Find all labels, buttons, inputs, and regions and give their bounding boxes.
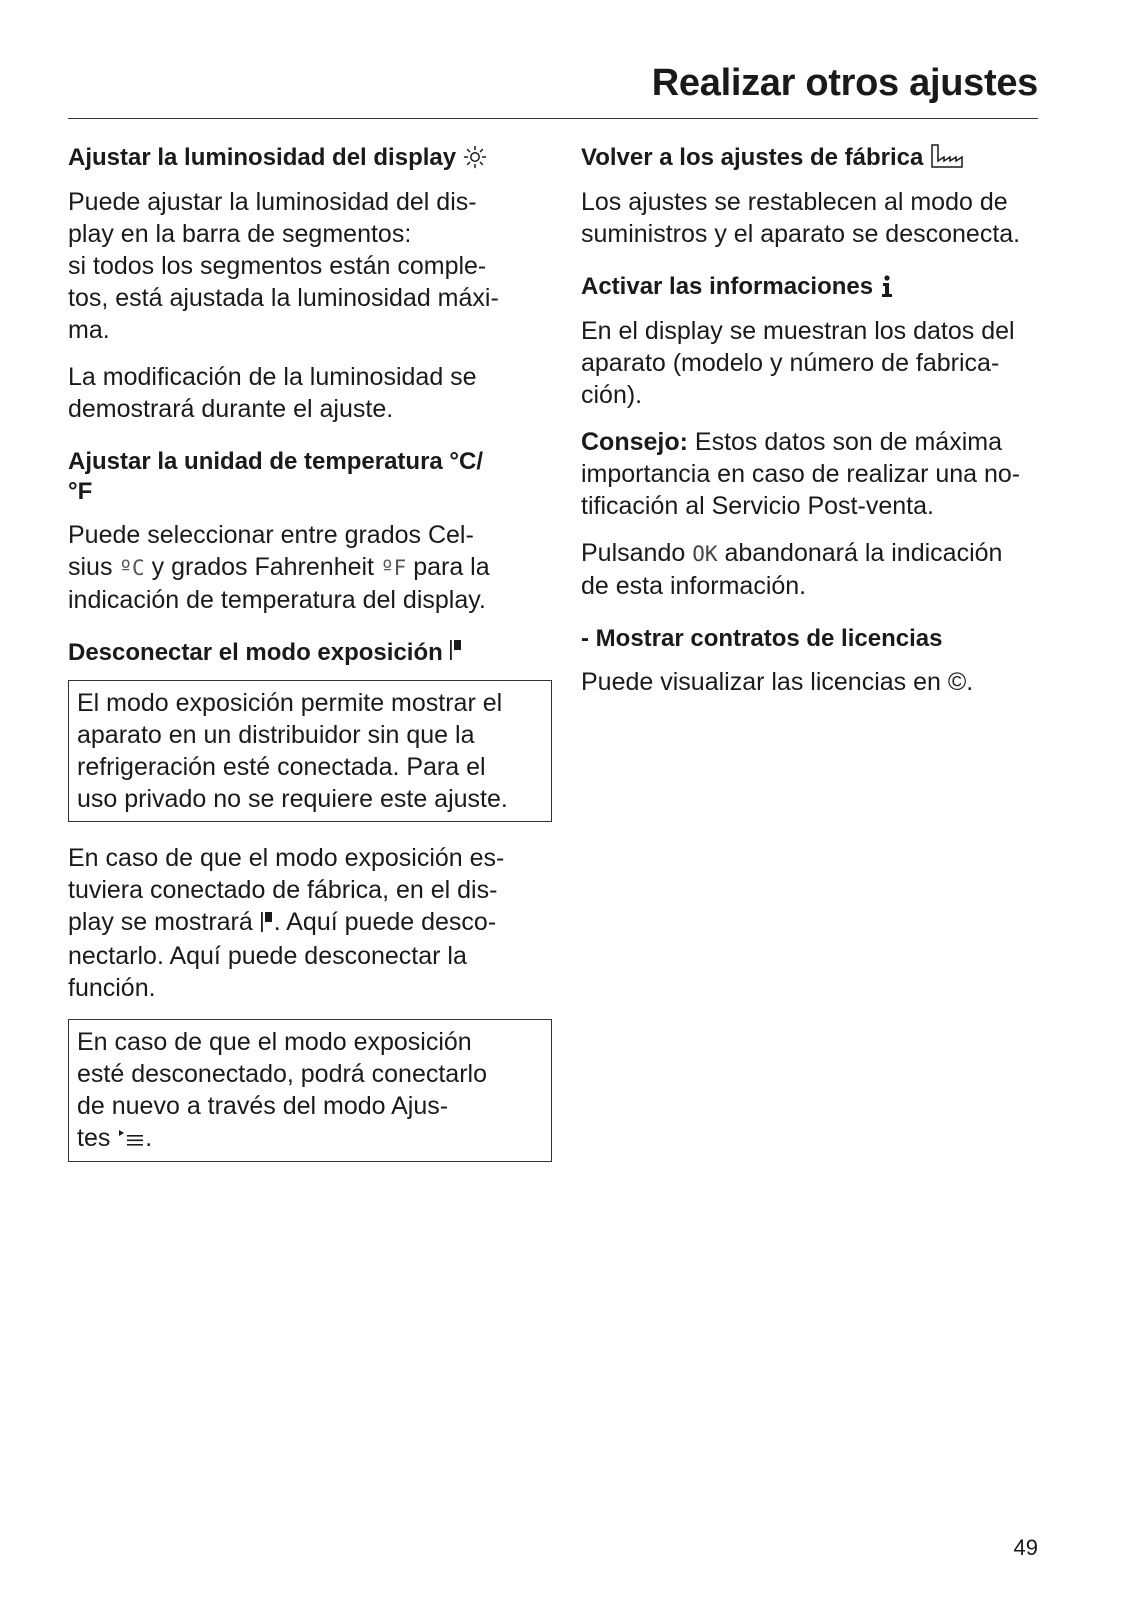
text-line: refrigeración esté conectada. Para el [77,753,486,782]
left-column [68,143,552,1184]
text-line: La modificación de la luminosidad se [68,362,477,391]
text-line: Puede ajustar la luminosidad del dis- [68,187,477,216]
info-heading-text: Activar las informaciones [581,273,874,301]
text-line: play en la barra de segmentos: [68,219,412,248]
header-divider [68,118,1038,119]
licenses-section [581,624,1051,698]
text-line: El modo exposición permite mostrar el [77,689,503,718]
info-tip-paragraph [581,426,1051,522]
text-line: ma. [68,315,110,344]
text-line: demostrará durante el ajuste. [68,394,394,423]
brightness-paragraph-2 [68,361,552,425]
brightness-paragraph-1 [68,186,552,346]
text-line: suministros y el aparato se desconecta. [581,220,1021,249]
factory-heading-text: Volver a los ajustes de fábrica [581,144,924,171]
info-paragraph-1 [581,315,1051,411]
info-ok-paragraph [581,537,1051,602]
info-icon [880,273,894,303]
settings-menu-icon [117,1123,145,1155]
brightness-heading [68,143,552,174]
text-fragment: play se mostrará [68,908,260,937]
text-line: En caso de que el modo exposición es- [68,844,505,873]
fahrenheit-symbol: ºF [380,555,407,580]
text-line: Los ajustes se restablecen al modo de [581,188,1008,217]
text-line: esté desconectado, podrá conectarlo [77,1059,487,1088]
licenses-paragraph: Puede visualizar las licencias en ©. [581,667,974,696]
exhibition-mode-icon [260,908,274,940]
exhibition-mode-heading [68,638,552,669]
text-line: tos, está ajustada la luminosidad máxi- [68,283,499,312]
text-fragment: Estos datos son de máxima [687,427,1002,456]
heading-line: °F [68,477,93,505]
text-line: Puede seleccionar entre grados Cel- [68,520,474,549]
ok-symbol: OK [692,541,718,566]
exhibition-info-box-2 [68,1019,552,1162]
text-fragment: tes [77,1123,118,1152]
text-line: indicación de temperatura del display. [68,585,486,614]
exhibition-heading-text: Desconectar el modo exposición [68,638,443,666]
text-line: si todos los segmentos están comple- [68,251,487,280]
text-line: aparato en un distribuidor sin que la [77,721,475,750]
heading-line: Ajustar la unidad de temperatura °C/ [68,447,484,475]
exhibition-info-box-1 [68,680,552,822]
text-fragment: . Aquí puede desco- [273,908,497,937]
text-line: función. [68,973,156,1002]
text-line: aparato (modelo y número de fabrica- [581,348,1000,377]
text-line: de nuevo a través del modo Ajus- [77,1091,449,1120]
info-heading [581,272,1051,303]
page-title: Realizar otros ajustes [651,62,1038,104]
temperature-unit-paragraph [68,519,552,616]
brightness-section [68,143,552,425]
temperature-unit-section [68,447,552,616]
text-fragment: Pulsando [581,538,693,567]
right-column [581,143,1051,720]
text-line: En el display se muestran los datos del [581,316,1015,345]
text-line: tuviera conectado de fábrica, en el dis- [68,876,498,905]
text-fragment: sius [68,552,120,581]
text-fragment: y grados Fahrenheit [144,552,381,581]
text-line: uso privado no se requiere este ajuste. [77,785,508,814]
brightness-heading-text: Ajustar la luminosidad del display [68,144,457,171]
exhibition-paragraph [68,842,552,1003]
celsius-symbol: ºC [119,555,145,580]
temperature-unit-heading [68,447,552,507]
text-line: En caso de que el modo exposición [77,1027,472,1056]
tip-label: Consejo: [581,427,688,456]
page-number: 49 [1013,1535,1038,1560]
licenses-heading: - Mostrar contratos de licencias [581,624,943,652]
text-line: nectarlo. Aquí puede desconectar la [68,941,467,970]
exhibition-box-1-text [77,687,543,815]
info-section [581,272,1051,602]
factory-icon [930,143,964,174]
exhibition-mode-icon [449,638,463,668]
factory-reset-heading [581,143,1051,174]
text-line: ción). [581,380,643,409]
text-line: tificación al Servicio Post-venta. [581,491,934,520]
factory-reset-paragraph [581,186,1051,250]
text-line: de esta información. [581,571,807,600]
exhibition-mode-section [68,638,552,1162]
text-fragment: para la [406,552,490,581]
text-line: importancia en caso de realizar una no- [581,459,1021,488]
text-fragment: abandonará la indicación [717,538,1003,567]
sun-icon [463,144,487,174]
exhibition-box-2-text [77,1026,543,1155]
factory-reset-section [581,143,1051,250]
text-fragment: . [145,1123,153,1152]
